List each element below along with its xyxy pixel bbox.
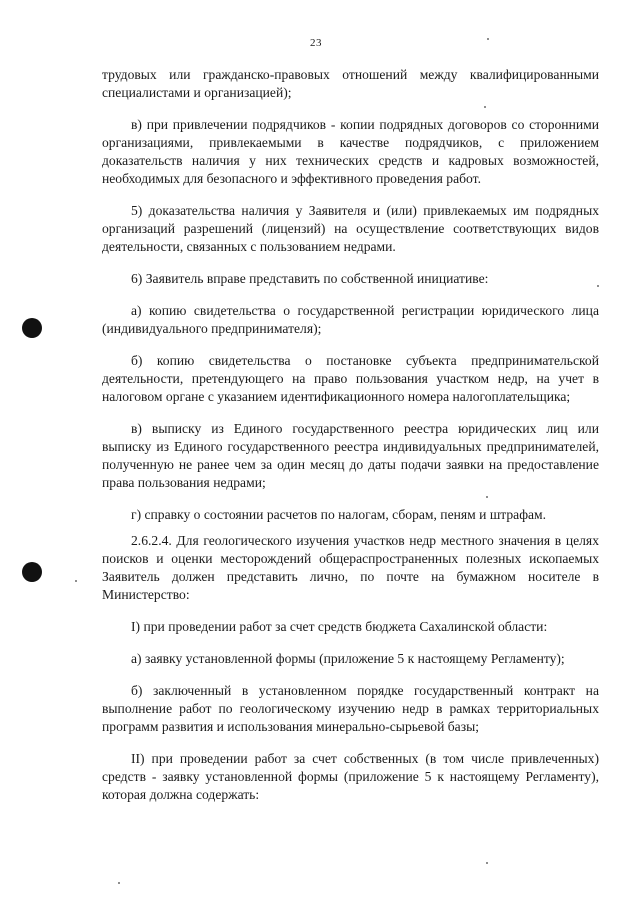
body-text	[102, 66, 599, 804]
paragraph: I) при проведении работ за счет средств бюджета Сахалинской области:	[131, 619, 548, 634]
page-number: 23	[310, 37, 322, 49]
paragraph: б) копию свидетельства о постановке субъекта предпринимательской деятельности, претендующего на право пользования участком недр, на учет в налоговом органе с указанием идентификационного номера налогоплательщика;	[102, 353, 599, 404]
scan-speck	[486, 862, 488, 864]
paragraph: трудовых или гражданско-правовых отношений между квалифицированными специалистами и организацией);	[102, 67, 599, 100]
scan-speck	[487, 38, 489, 40]
scan-speck	[118, 882, 120, 884]
paragraph: 5) доказательства наличия у Заявителя и (или) привлекаемых им подрядных организаций разрешений (лицензий) на осуществление соответствующих видов деятельности, связанных с пользованием недрами.	[102, 203, 599, 254]
paragraph: в) при привлечении подрядчиков - копии подрядных договоров со сторонними организациями, привлекаемыми в качестве подрядчиков, с приложением доказательств наличия у них технических средств и кадровых возможностей, необходимых для безопасного и эффективного проведения работ.	[102, 117, 599, 186]
paragraph: II) при проведении работ за счет собственных (в том числе привлеченных) средств - заявку установленной формы (приложение 5 к настоящему Регламенту), которая должна содержать:	[102, 751, 599, 802]
paragraph: г) справку о состоянии расчетов по налогам, сборам, пеням и штрафам.	[131, 507, 547, 522]
punch-hole-bottom	[22, 562, 42, 582]
punch-hole-top	[22, 318, 42, 338]
paragraph: б) заключенный в установленном порядке государственный контракт на выполнение работ по геологическому изучению недр в рамках территориальных программ развития и использования минерально-сырьевой базы;	[102, 683, 599, 734]
paragraph: 6) Заявитель вправе представить по собственной инициативе:	[131, 271, 489, 286]
paragraph: а) копию свидетельства о государственной регистрации юридического лица (индивидуального предпринимателя);	[102, 303, 599, 336]
paragraph: в) выписку из Единого государственного реестра юридических лиц или выписку из Единого государственного реестра индивидуальных предпринимателей, полученную не ранее чем за один месяц до даты подачи заявки на предоставление права пользования недрами;	[102, 421, 599, 490]
paragraph: 2.6.2.4. Для геологического изучения участков недр местного значения в целях поисков и оценки месторождений общераспространенных полезных ископаемых Заявитель должен представить лично, по почте на бумажном носителе в Министерство:	[102, 533, 599, 602]
scan-speck	[75, 580, 77, 582]
paragraph: а) заявку установленной формы (приложение 5 к настоящему Регламенту);	[131, 651, 565, 666]
